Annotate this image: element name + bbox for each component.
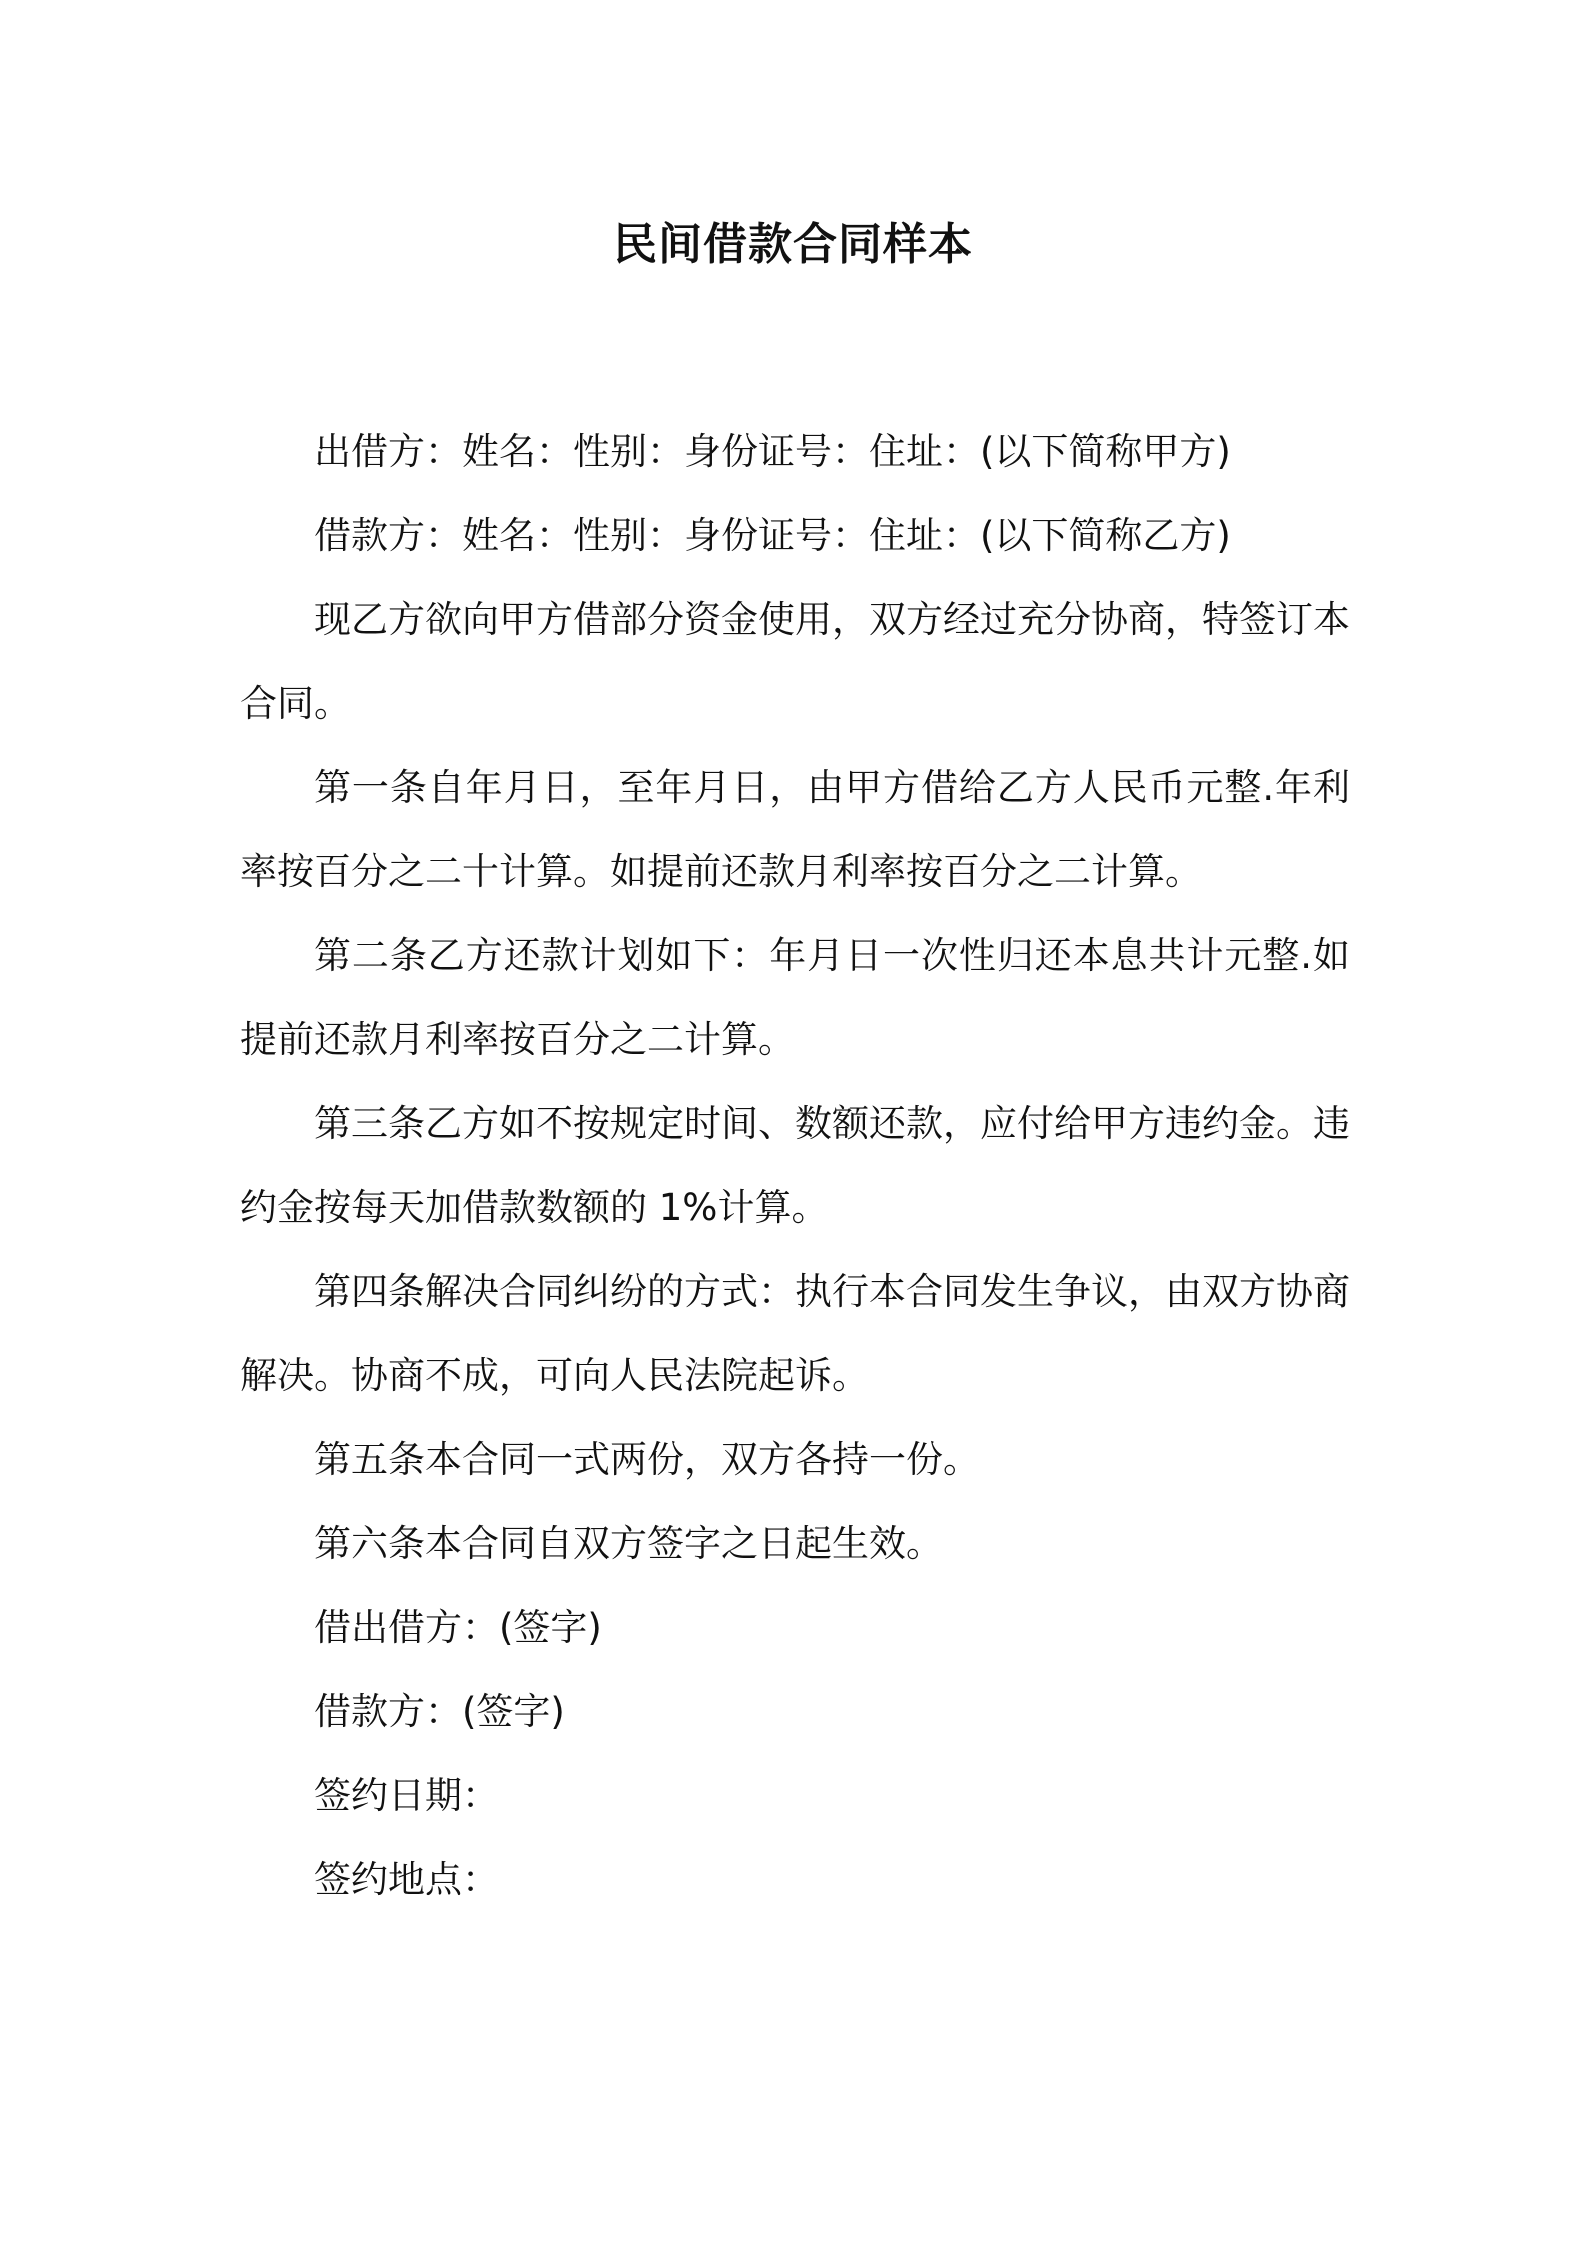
lender-info: 出借方：姓名：性别：身份证号：住址：(以下简称甲方) bbox=[314, 430, 1231, 473]
document-title: 民间借款合同样本 bbox=[613, 219, 973, 270]
article-1: 第一条自年月日，至年月日，由甲方借给乙方人民币元整.年利率按百分之二十计算。如提前还款月利率按百分之二计算。 bbox=[240, 766, 1350, 893]
signing-date: 签约日期： bbox=[314, 1774, 499, 1817]
preamble: 现乙方欲向甲方借部分资金使用，双方经过充分协商，特签订本合同。 bbox=[240, 598, 1350, 725]
article-3: 第三条乙方如不按规定时间、数额还款，应付给甲方违约金。违约金按每天加借款数额的 1%计算。 bbox=[240, 1102, 1350, 1229]
document-body bbox=[240, 410, 1350, 1922]
borrower-info: 借款方：姓名：性别：身份证号：住址：(以下简称乙方) bbox=[314, 514, 1231, 557]
article-5: 第五条本合同一式两份，双方各持一份。 bbox=[314, 1438, 980, 1481]
article-6: 第六条本合同自双方签字之日起生效。 bbox=[314, 1522, 943, 1565]
lender-signature: 借出借方：(签字) bbox=[314, 1606, 602, 1649]
article-2: 第二条乙方还款计划如下：年月日一次性归还本息共计元整.如提前还款月利率按百分之二计算。 bbox=[240, 934, 1350, 1061]
borrower-signature: 借款方：(签字) bbox=[314, 1690, 565, 1733]
signing-place: 签约地点： bbox=[314, 1858, 499, 1901]
article-4: 第四条解决合同纠纷的方式：执行本合同发生争议，由双方协商解决。协商不成，可向人民法院起诉。 bbox=[240, 1270, 1350, 1397]
